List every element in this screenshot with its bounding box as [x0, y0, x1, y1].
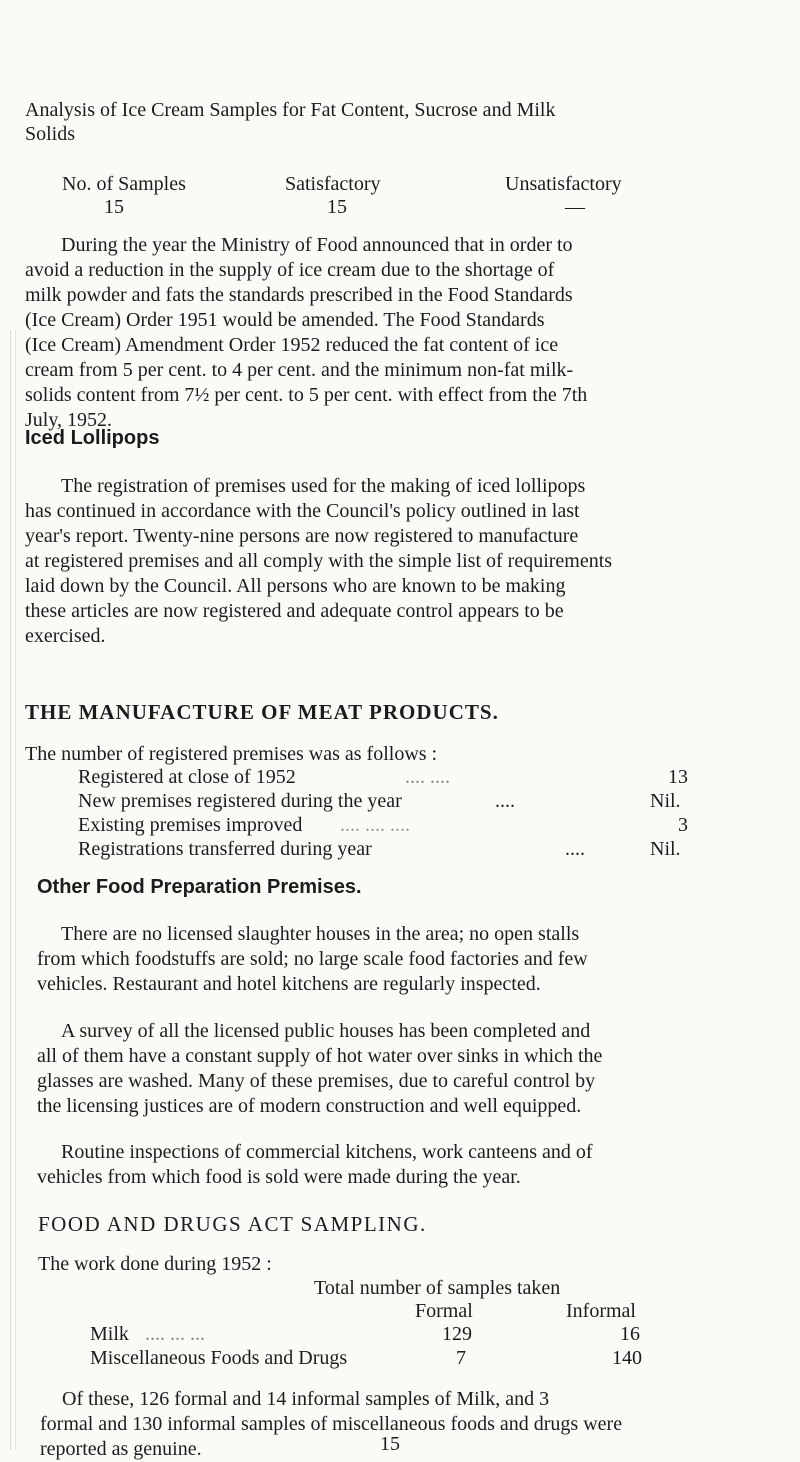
text-line: from which foodstuffs are sold; no large scale food factories and few	[37, 948, 588, 970]
text-line: year's report. Twenty-nine persons are now registered to manufacture	[25, 525, 579, 547]
text-line: reported as genuine.	[40, 1438, 202, 1460]
other-food-paragraph-2	[37, 1019, 730, 1119]
col-header-informal: Informal	[566, 1300, 636, 1322]
sampling-row-informal: 140	[612, 1347, 642, 1369]
col-header-satisfactory: Satisfactory	[285, 173, 381, 195]
cell-samples: 15	[104, 196, 124, 218]
text-line: all of them have a constant supply of hot water over sinks in which the	[37, 1045, 603, 1067]
sampling-row-label: Milk	[90, 1323, 129, 1345]
sampling-row-label: Miscellaneous Foods and Drugs	[90, 1347, 348, 1369]
meat-row-leader: .... ....	[405, 766, 450, 788]
text-line: avoid a reduction in the supply of ice cream due to the shortage of	[25, 259, 555, 281]
text-line: vehicles. Restaurant and hotel kitchens are regularly inspected.	[37, 973, 541, 995]
text-line: (Ice Cream) Order 1951 would be amended. The Food Standards	[25, 309, 545, 331]
text-line: cream from 5 per cent. to 4 per cent. and the minimum non-fat milk-	[25, 359, 574, 381]
other-food-paragraph-1	[37, 922, 730, 997]
meat-row-value: 3	[678, 814, 688, 836]
text-line: (Ice Cream) Amendment Order 1952 reduced the fat content of ice	[25, 334, 559, 356]
col-header-formal: Formal	[415, 1300, 473, 1322]
other-food-paragraph-3	[37, 1140, 730, 1190]
text-line: During the year the Ministry of Food announced that in order to	[61, 234, 573, 256]
meat-row-leader: .... .... ....	[340, 814, 410, 836]
section-heading-meat-products: THE MANUFACTURE OF MEAT PRODUCTS.	[25, 700, 499, 724]
sampling-row-formal: 129	[442, 1323, 472, 1345]
meat-row-value: 13	[668, 766, 688, 788]
sampling-row-leader: .... ... ...	[145, 1323, 205, 1345]
page-title	[25, 98, 730, 147]
cell-unsatisfactory: —	[565, 196, 585, 218]
text-line: A survey of all the licensed public houses has been completed and	[61, 1020, 591, 1042]
col-header-samples: No. of Samples	[62, 173, 186, 195]
text-line: glasses are washed. Many of these premises, due to careful control by	[37, 1070, 596, 1092]
meat-row-value: Nil.	[650, 790, 681, 812]
text-line: formal and 130 informal samples of miscellaneous foods and drugs were	[40, 1413, 623, 1435]
title-line: Analysis of Ice Cream Samples for Fat Content, Sucrose and Milk	[25, 99, 556, 121]
meat-intro: The number of registered premises was as follows :	[25, 743, 438, 765]
text-line: laid down by the Council. All persons who are known to be making	[25, 575, 566, 597]
meat-row-label: New premises registered during the year	[78, 790, 402, 812]
meat-row-label: Registrations transferred during year	[78, 838, 372, 860]
section-heading-iced-lollipops: Iced Lollipops	[25, 427, 160, 449]
meat-row-leader: ....	[495, 790, 515, 812]
sampling-row-formal: 7	[456, 1347, 466, 1369]
meat-row-leader: ....	[565, 838, 585, 860]
title-line: Solids	[25, 123, 76, 145]
text-line: the licensing justices are of modern construction and well equipped.	[37, 1095, 582, 1117]
text-line: The registration of premises used for the making of iced lollipops	[61, 475, 586, 497]
meat-row-label: Registered at close of 1952	[78, 766, 296, 788]
section-heading-other-food: Other Food Preparation Premises.	[37, 876, 362, 898]
total-samples-header: Total number of samples taken	[314, 1277, 561, 1299]
text-line: July, 1952.	[25, 409, 113, 431]
meat-row-value: Nil.	[650, 838, 681, 860]
ministry-paragraph	[25, 233, 730, 433]
text-line: exercised.	[25, 625, 106, 647]
cell-satisfactory: 15	[327, 196, 347, 218]
page-number: 15	[380, 1433, 400, 1455]
text-line: these articles are now registered and adequate control appears to be	[25, 600, 564, 622]
text-line: There are no licensed slaughter houses in the area; no open stalls	[61, 923, 580, 945]
text-line: milk powder and fats the standards prescribed in the Food Standards	[25, 284, 573, 306]
food-drugs-intro: The work done during 1952 :	[38, 1253, 272, 1275]
sampling-row-informal: 16	[620, 1323, 640, 1345]
col-header-unsatisfactory: Unsatisfactory	[505, 173, 622, 195]
text-line: vehicles from which food is sold were made during the year.	[37, 1166, 521, 1188]
section-heading-food-drugs: FOOD AND DRUGS ACT SAMPLING.	[38, 1212, 427, 1236]
meat-row-label: Existing premises improved	[78, 814, 303, 836]
text-line: Routine inspections of commercial kitchens, work canteens and of	[61, 1141, 593, 1163]
text-line: Of these, 126 formal and 14 informal samples of Milk, and 3	[62, 1388, 550, 1410]
text-line: at registered premises and all comply with the simple list of requirements	[25, 550, 613, 572]
text-line: solids content from 7½ per cent. to 5 per cent. with effect from the 7th	[25, 384, 588, 406]
lollipops-paragraph	[25, 474, 730, 649]
text-line: has continued in accordance with the Council's policy outlined in last	[25, 500, 580, 522]
binding-shadow	[10, 330, 16, 1450]
